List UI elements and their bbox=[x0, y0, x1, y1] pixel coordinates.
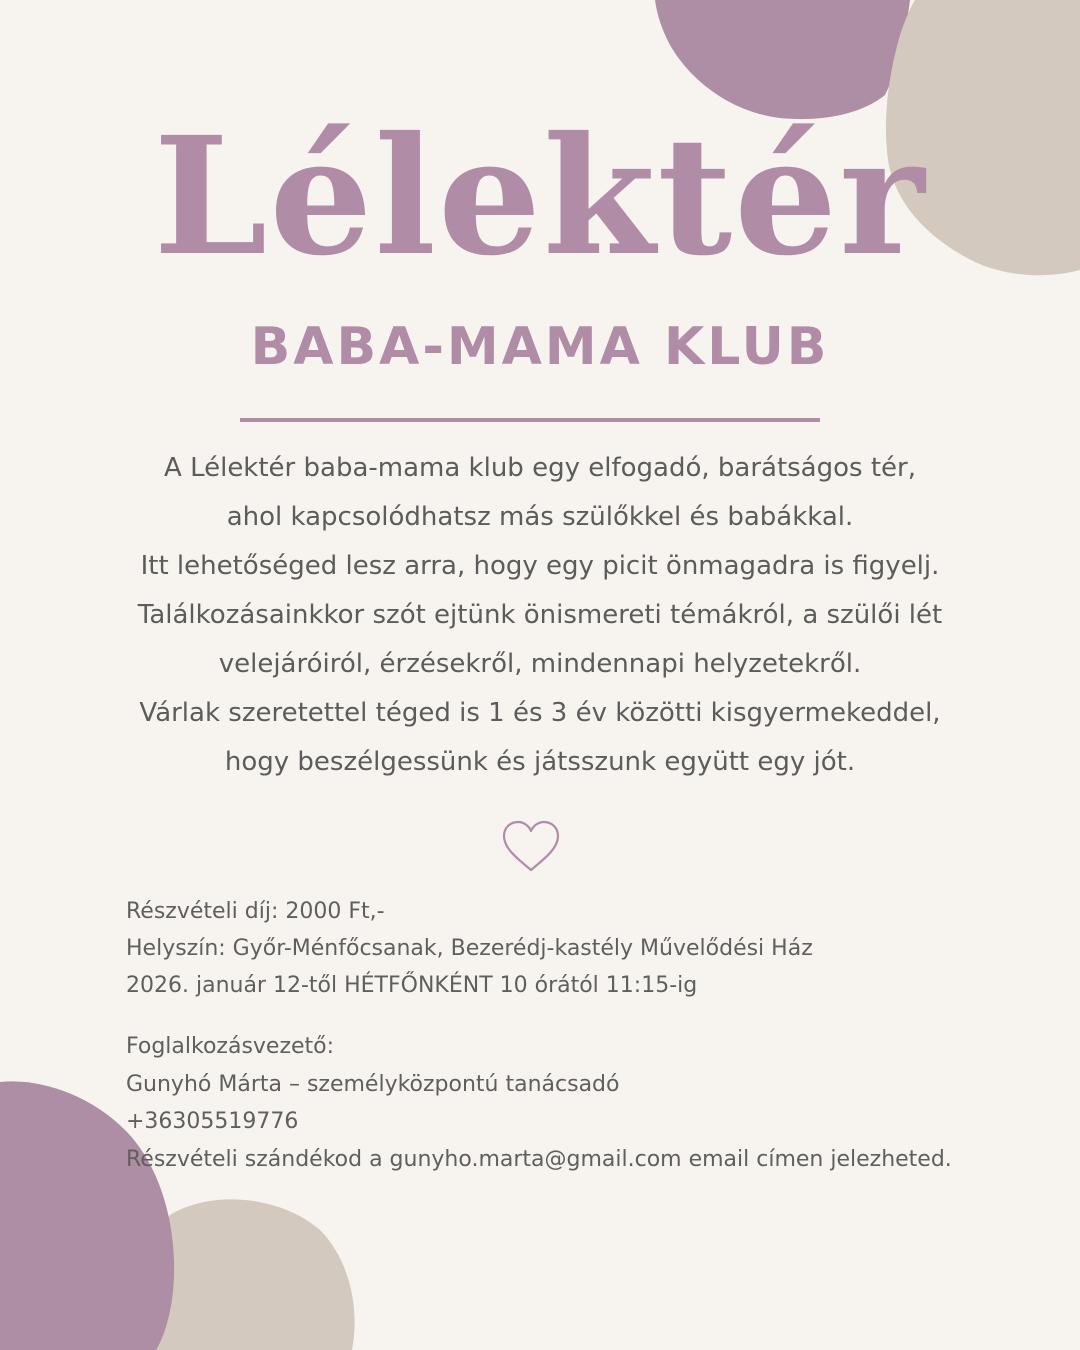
intro-line: Várlak szeretettel téged is 1 és 3 év közötti kisgyermekeddel, bbox=[139, 698, 941, 728]
bottom-beige-blob bbox=[150, 1199, 355, 1350]
schedule-text: 2026. január 12-től HÉTFŐNKÉNT 10 órától 11:15-ig bbox=[126, 973, 698, 998]
fee-text: Részvételi díj: 2000 Ft,- bbox=[126, 899, 385, 924]
intro-line: velejáróiról, érzésekről, mindennapi helyzetekről. bbox=[218, 649, 862, 679]
location-text: Helyszín: Győr-Ménfőcsanak, Bezerédj-kastély Művelődési Ház bbox=[126, 936, 813, 961]
page-subtitle: BABA-MAMA KLUB bbox=[250, 317, 830, 377]
intro-line: ahol kapcsolódhatsz más szülőkkel és babákkal. bbox=[226, 502, 854, 532]
page-title: Lélektér bbox=[153, 102, 927, 292]
intro-line: hogy beszélgessünk és játsszunk együtt egy jót. bbox=[224, 747, 856, 777]
leader-phone: +36305519776 bbox=[126, 1109, 299, 1134]
intro-line: Itt lehetőséged lesz arra, hogy egy picit önmagadra is figyelj. bbox=[140, 551, 940, 581]
signup-text: Részvételi szándékod a gunyho.marta@gmail.com email címen jelezheted. bbox=[126, 1146, 952, 1172]
leader-label: Foglalkozásvezető: bbox=[126, 1034, 335, 1059]
leader-name: Gunyhó Márta – személyközpontú tanácsadó bbox=[126, 1071, 620, 1097]
heart-icon bbox=[500, 818, 562, 874]
intro-line: A Lélektér baba-mama klub egy elfogadó, barátságos tér, bbox=[164, 453, 916, 483]
intro-paragraph bbox=[40, 444, 1040, 787]
intro-line: Találkozásainkkor szót ejtünk önismereti témákról, a szülői lét bbox=[137, 600, 943, 630]
title-divider bbox=[240, 418, 820, 422]
event-details bbox=[126, 893, 1046, 1004]
leader-info bbox=[126, 1028, 1056, 1178]
